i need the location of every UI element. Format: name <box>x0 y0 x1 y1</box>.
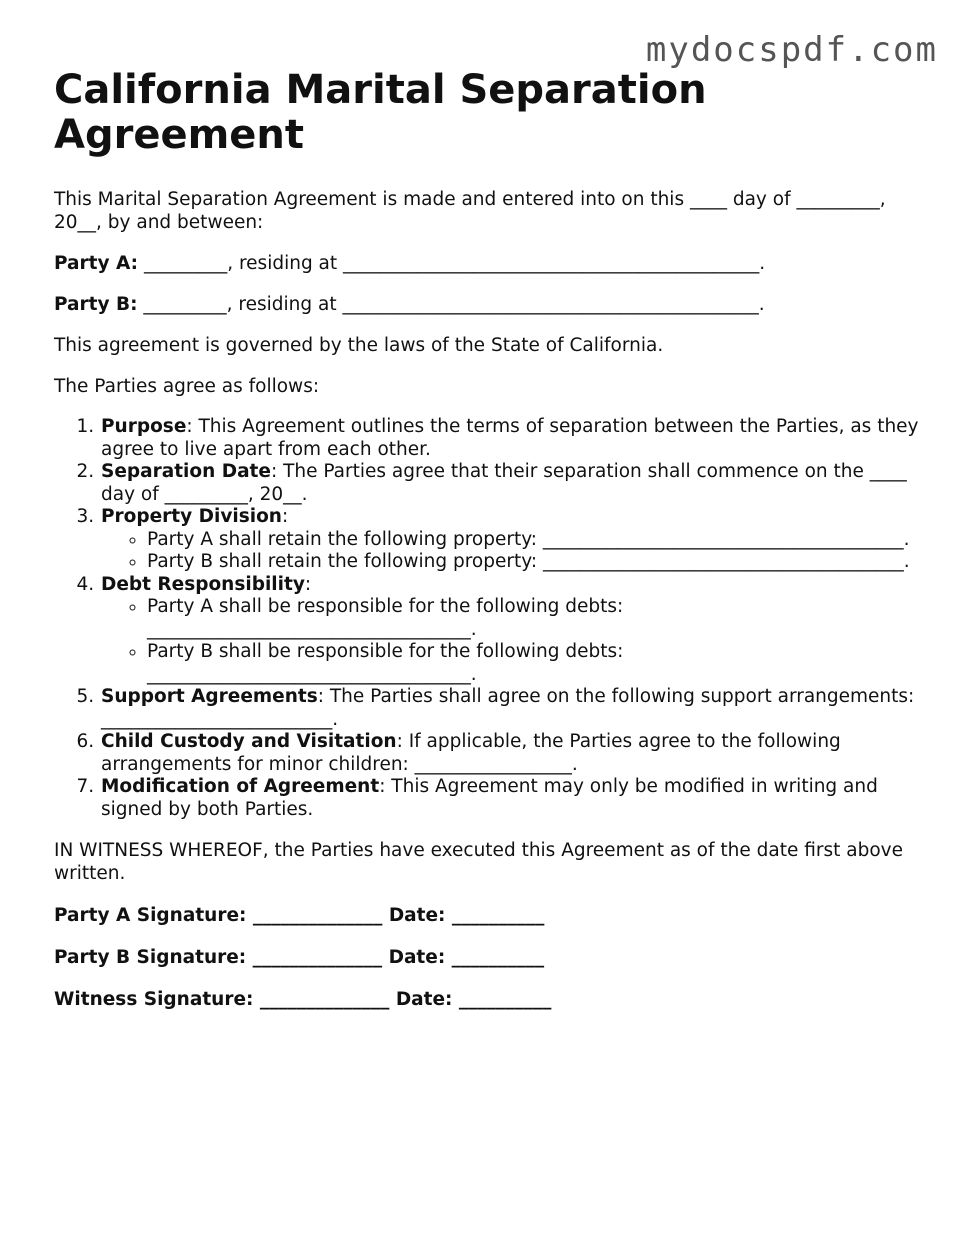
party-b-text: _________, residing at _____________________________________________. <box>137 294 765 315</box>
date-line: __________ <box>445 905 545 926</box>
clause-text: : The Parties agree that their separation shall commence on the ____ day of _________, 20__. <box>101 461 907 505</box>
clause-label: Support Agreements <box>101 686 318 707</box>
debt-sublist <box>101 596 924 686</box>
clause-label: Debt Responsibility <box>101 573 305 595</box>
date-label: Date: <box>388 905 446 926</box>
list-item: ◦ Party A shall retain the following property: _______________________________________. <box>147 529 924 552</box>
party-b-label: Party B: <box>54 294 138 315</box>
agree-intro: The Parties agree as follows: <box>54 376 320 397</box>
date-label: Date: <box>388 947 446 968</box>
list-item: ◦ Party A shall be responsible for the following debts: ___________________________________. <box>147 596 924 641</box>
signature-witness <box>54 988 924 1011</box>
signature-line: ______________ <box>253 989 396 1010</box>
property-sublist <box>101 529 924 574</box>
signature-line: ______________ <box>246 905 389 926</box>
list-item: ◦ Party B shall retain the following property: _______________________________________. <box>147 551 924 574</box>
clause-separation-date <box>100 461 924 506</box>
clause-list <box>54 416 924 821</box>
clause-label: Separation Date <box>101 461 271 482</box>
party-a-text: _________, residing at _____________________________________________. <box>138 253 766 274</box>
clause-text: : <box>304 573 312 595</box>
clause-label: Property Division <box>101 506 282 527</box>
clause-label: Child Custody and Visitation <box>101 731 397 752</box>
clause-text: : The Parties shall agree on the following support arrangements: _________________________. <box>101 686 915 730</box>
signature-party-b <box>54 946 924 969</box>
party-a-line <box>54 252 924 275</box>
list-item: ◦ Party B shall be responsible for the following debts: ___________________________________. <box>147 641 924 686</box>
date-line: __________ <box>445 947 545 968</box>
governing-law: This agreement is governed by the laws of the State of California. <box>54 335 664 356</box>
date-label: Date: <box>395 989 453 1010</box>
clause-text: : If applicable, the Parties agree to the following arrangements for minor children: _________________. <box>101 731 841 775</box>
clause-label: Modification of Agreement <box>101 776 380 797</box>
witness-clause: IN WITNESS WHEREOF, the Parties have executed this Agreement as of the date first above written. <box>54 840 903 884</box>
clause-text: : <box>281 506 289 527</box>
intro-paragraph: This Marital Separation Agreement is made and entered into on this ____ day of _________, 20__, by and between: <box>54 189 886 233</box>
document-page <box>54 0 924 1011</box>
signature-label: Party A Signature: <box>54 905 247 926</box>
clause-text: : This Agreement may only be modified in writing and signed by both Parties. <box>101 776 878 820</box>
clause-property-division <box>100 506 924 574</box>
party-b-line <box>54 293 924 316</box>
clause-support <box>100 686 924 731</box>
clause-label: Purpose <box>101 416 187 437</box>
clause-debt-responsibility <box>100 574 924 687</box>
signature-label: Witness Signature: <box>54 989 254 1010</box>
clause-purpose <box>100 416 924 461</box>
watermark: mydocspdf.com <box>645 30 938 70</box>
clause-text: : This Agreement outlines the terms of separation between the Parties, as they agree to live apart from each other. <box>101 416 919 460</box>
signature-label: Party B Signature: <box>54 947 247 968</box>
date-line: __________ <box>452 989 552 1010</box>
signature-party-a <box>54 904 924 927</box>
page-title: California Marital Separation Agreement <box>54 67 707 158</box>
party-a-label: Party A: <box>54 253 139 274</box>
signature-line: ______________ <box>246 947 389 968</box>
clause-modification <box>100 776 924 821</box>
clause-custody <box>100 731 924 776</box>
